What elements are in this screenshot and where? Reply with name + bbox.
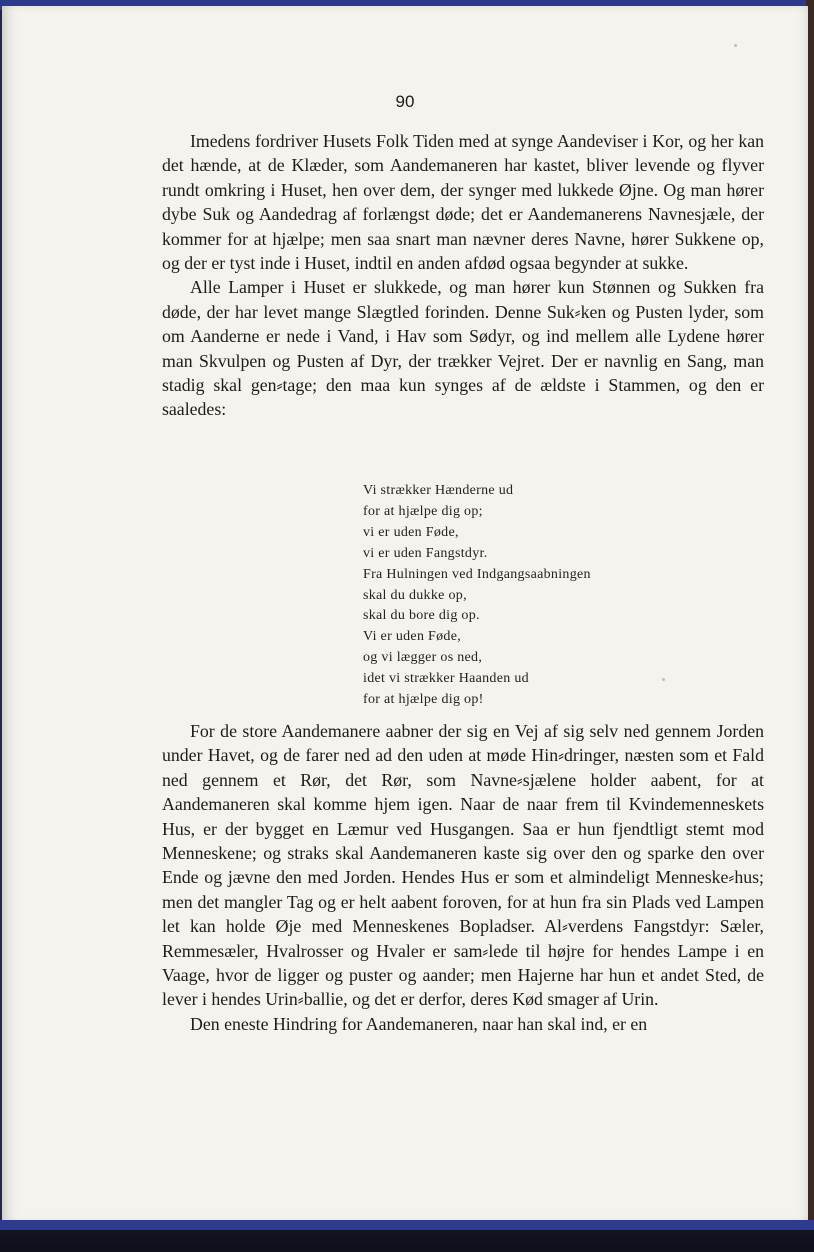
page-number: 90	[395, 92, 415, 111]
paper-speck	[734, 44, 737, 47]
verse-line: idet vi strækker Haanden ud	[363, 671, 529, 687]
verse-line: vi er uden Føde,	[363, 524, 459, 540]
paragraph: Alle Lamper i Huset er slukkede, og man hører kun Stønnen og Sukken fra døde, der har levet mange Slægtled forinden. Denne Suk⸗ken og Pusten lyder, som om Aanderne er nede i Vand, i Hav som Sødyr, og ind mellem alle Lydene hører man Skvulpen og Pusten af Dyr, der trækker Vejret. Der er navnlig en Sang, man stadig skal gen⸗tage; den maa kun synges af de ældste i Stammen, og den er saaledes:	[162, 277, 764, 420]
paper-speck	[662, 678, 665, 681]
text-block-bottom	[162, 719, 764, 1036]
verse-line: for at hjælpe dig op;	[363, 503, 483, 519]
page-sheet	[2, 6, 808, 1222]
verse-line: Vi er uden Føde,	[363, 629, 462, 645]
book-cover-edge-bottom	[0, 1220, 814, 1252]
verse-line: vi er uden Fangstdyr.	[363, 545, 488, 561]
text-block-top	[162, 129, 764, 422]
song-verse	[363, 481, 591, 711]
verse-line: og vi lægger os ned,	[363, 650, 483, 666]
paragraph: Den eneste Hindring for Aandemaneren, naar han skal ind, er en	[190, 1013, 648, 1034]
paragraph: Imedens fordriver Husets Folk Tiden med at synge Aandeviser i Kor, og her kan det hænde, at de Klæder, som Aandemaneren har kastet, bliver levende og flyver rundt omkring i Huset, hen over dem, der synger med lukkede Øjne. Og man hører dybe Suk og Aandedrag af forlængst døde; det er Aandemanerens Navnesjæle, der kommer for at hjælpe; men saa snart man nævner deres Navne, hører Sukkene op, og der er tyst inde i Huset, indtil en anden afdød ogsaa begynder at sukke.	[162, 131, 764, 274]
verse-line: Vi strækker Hænderne ud	[363, 483, 514, 498]
verse-line: for at hjælpe dig op!	[363, 692, 484, 708]
verse-line: skal du bore dig op.	[363, 608, 480, 624]
verse-line: Fra Hulningen ved Indgangsaabningen	[363, 566, 591, 582]
verse-line: skal du dukke op,	[363, 587, 467, 603]
paragraph: For de store Aandemanere aabner der sig en Vej af sig selv ned gennem Jorden under Havet, og de farer ned ad den uden at møde Hin⸗dringer, næsten som et Fald ned gennem et Rør, det Rør, som Navne⸗sjælene holder aabent, for at Aandemaneren skal komme hjem igen. Naar de naar frem til Kvindemenneskets Hus, er der bygget en Læmur ved Husgangen. Saa er hun fjendtligt stemt mod Menneskene; og straks skal Aandemaneren kaste sig over den og sparke den over Ende og jævne den med Jorden. Hendes Hus er som et almindeligt Menneske⸗hus; men det mangler Tag og er helt aabent foroven, for at hun fra sin Plads ved Lampen let kan holde Øje med Menneskenes Bopladser. Al⸗verdens Fangstdyr: Sæler, Remmesæler, Hvalrosser og Hvaler er sam⸗lede til højre for hendes Lampe i en Vaage, hvor de ligger og puster og aander; men Hajerne har hun et andet Sted, de lever i hendes Urin⸗ballie, og det er derfor, deres Kød smager af Urin.	[162, 721, 764, 1010]
